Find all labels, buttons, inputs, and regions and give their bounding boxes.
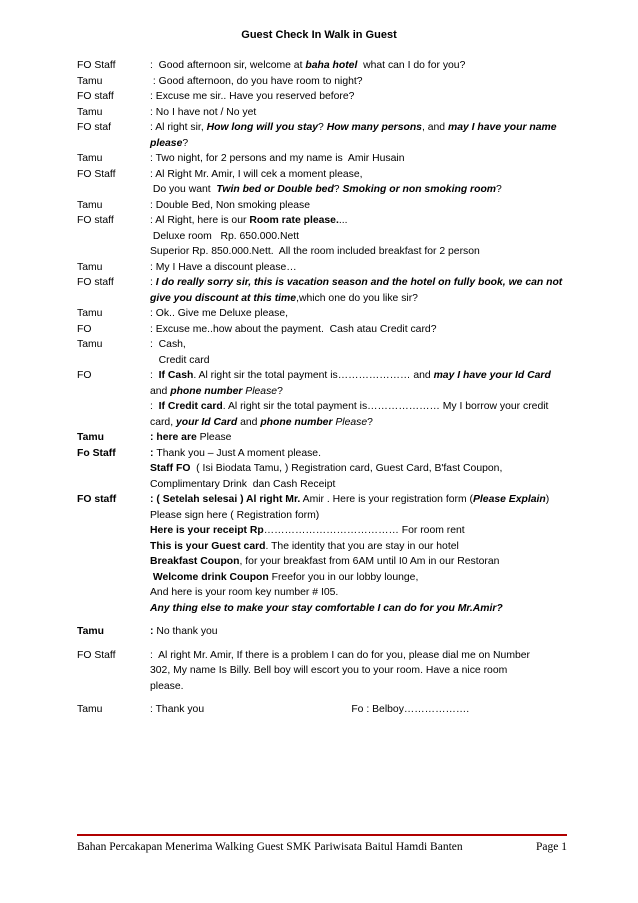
text-segment: : Good afternoon sir, welcome at <box>150 60 306 71</box>
text-segment: phone number <box>170 385 243 397</box>
speaker-label: FO <box>77 323 92 335</box>
text-segment: : <box>150 370 159 381</box>
dialog-text <box>150 430 577 446</box>
dialog-line <box>150 585 577 601</box>
text-segment: ? <box>277 385 283 397</box>
text-segment: Please <box>196 432 232 443</box>
text-segment: ,which one do you like sir? <box>296 292 418 304</box>
dialog-line <box>150 58 577 74</box>
dialog-entry <box>77 322 577 338</box>
dialog-entry <box>77 74 577 90</box>
dialog-line <box>150 539 577 555</box>
text-segment: baha hotel <box>305 60 358 71</box>
speaker-label: FO Staff <box>77 168 116 180</box>
text-segment: Staff FO <box>150 463 191 474</box>
dialog-entry <box>77 167 577 198</box>
dialog-text <box>150 492 577 616</box>
text-segment: : Good afternoon, do you have room to night? <box>150 75 363 87</box>
dialog-text <box>150 337 577 368</box>
dialog-entry <box>77 702 577 718</box>
dialog-list <box>77 58 577 718</box>
text-segment: : Al Right Mr. Amir, I will cek a moment please, <box>150 168 363 180</box>
dialog-line <box>150 663 577 679</box>
text-segment: ? <box>318 122 327 133</box>
dialog-line <box>150 446 577 462</box>
dialog-line <box>150 477 577 493</box>
text-segment: Twin bed or Double bed <box>216 184 334 195</box>
page-number: Page 1 <box>536 841 567 853</box>
entry-spacer <box>77 616 577 624</box>
text-segment: Complimentary Drink dan Cash Receipt <box>150 478 336 490</box>
dialog-text <box>150 151 577 167</box>
text-segment: Please Explain <box>472 494 546 505</box>
dialog-text <box>150 167 577 198</box>
dialog-text <box>150 322 577 338</box>
dialog-text <box>150 120 577 151</box>
text-segment: : ( Setelah selesai ) Al right Mr. <box>150 494 301 505</box>
text-segment: Breakfast Coupon <box>150 556 240 567</box>
dialog-line <box>150 244 577 260</box>
text-segment: ? <box>333 184 343 195</box>
text-segment: please. <box>150 680 184 692</box>
dialog-text <box>150 702 577 718</box>
text-segment: what can I do for you? <box>357 60 466 71</box>
speaker-label: FO staff <box>77 277 114 288</box>
speaker-label: Tamu <box>77 261 103 273</box>
speaker-label: FO <box>77 370 92 381</box>
dialog-line <box>150 275 577 291</box>
dialog-line <box>150 648 577 664</box>
dialog-text <box>150 89 577 105</box>
speaker-label: FO staff <box>77 494 117 505</box>
dialog-line <box>150 229 577 245</box>
dialog-text <box>150 198 577 214</box>
speaker-label: Tamu <box>77 339 103 350</box>
dialog-entry <box>77 198 577 214</box>
footer-rule <box>77 834 567 836</box>
text-segment: ………………………………… For room rent <box>263 525 465 536</box>
dialog-line <box>150 415 577 431</box>
speaker-label: Fo Staff <box>77 447 116 459</box>
text-segment: : Al right Mr. Amir, If there is a problem I can do for you, please dial me on Number <box>150 649 531 661</box>
dialog-text <box>150 58 577 74</box>
text-segment: ( Isi Biodata Tamu, ) Registration card, Guest Card, B'fast Coupon, <box>190 463 503 474</box>
text-segment: Welcome drink Coupon <box>150 571 269 583</box>
text-segment: ) <box>545 494 550 505</box>
footer-text: Bahan Percakapan Menerima Walking Guest SMK Pariwisata Baitul Hamdi Banten <box>77 841 463 853</box>
dialog-text <box>150 446 577 493</box>
dialog-line <box>150 430 577 446</box>
entry-spacer <box>77 694 577 702</box>
text-segment: give you discount at this time <box>150 292 297 304</box>
dialog-text <box>150 648 577 695</box>
text-segment: and <box>237 416 261 428</box>
text-segment: Please <box>335 416 368 428</box>
dialog-line <box>150 74 577 90</box>
dialog-line <box>150 198 577 214</box>
dialog-line <box>150 213 577 229</box>
dialog-line <box>150 461 577 477</box>
speaker-label: Tamu <box>77 432 104 443</box>
text-segment: please <box>150 137 183 149</box>
dialog-line <box>150 89 577 105</box>
text-segment: If Cash <box>158 370 194 381</box>
text-segment: : <box>150 626 157 637</box>
text-segment: ... <box>338 215 348 226</box>
speaker-label: Tamu <box>77 308 103 319</box>
text-segment: : <box>150 401 159 412</box>
speaker-label: Tamu <box>77 704 103 715</box>
text-segment: Thank you – Just A moment please. <box>156 447 321 459</box>
speaker-label: FO Staff <box>77 60 116 71</box>
dialog-entry <box>77 89 577 105</box>
text-segment: No thank you <box>156 626 218 637</box>
dialog-entry <box>77 624 577 640</box>
dialog-line <box>150 353 577 369</box>
text-segment: : Cash, <box>150 339 186 350</box>
text-segment: . The identity that you are stay in our hotel <box>265 540 459 552</box>
dialog-entry <box>77 120 577 151</box>
text-segment: : Excuse me..how about the payment. Cash atau Credit card? <box>150 323 437 335</box>
dialog-entry <box>77 213 577 260</box>
text-segment: This is your Guest card <box>150 540 266 552</box>
dialog-text <box>150 213 577 260</box>
text-segment: may I have your name <box>447 122 557 133</box>
text-segment: Here is your receipt Rp <box>150 525 264 536</box>
speaker-label: Tamu <box>77 626 104 637</box>
dialog-line <box>150 368 577 384</box>
text-segment: . Al right sir the total payment is………………… My I borrow your credit <box>222 401 549 412</box>
speaker-label: Tamu <box>77 106 103 118</box>
dialog-line <box>150 337 577 353</box>
dialog-line <box>150 151 577 167</box>
text-segment: Any thing else to make your stay comfortable I can do for you Mr.Amir? <box>150 602 503 614</box>
dialog-line <box>150 291 577 307</box>
dialog-text <box>150 624 577 640</box>
text-segment: ? <box>496 184 502 195</box>
text-segment: : <box>150 277 156 288</box>
dialog-line <box>150 105 577 121</box>
text-segment: How many persons <box>326 122 422 133</box>
speaker-label: Tamu <box>77 75 103 87</box>
text-segment: : Double Bed, Non smoking please <box>150 199 310 211</box>
speaker-label: Tamu <box>77 199 103 211</box>
page-footer <box>77 841 567 853</box>
text-segment: , for your breakfast from 6AM until I0 Am in our Restoran <box>239 556 500 567</box>
dialog-line <box>150 306 577 322</box>
document-title: Guest Check In Walk in Guest <box>241 29 397 41</box>
dialog-line <box>150 167 577 183</box>
text-segment: How long will you stay <box>206 122 319 133</box>
text-segment: : Thank you Fo : Belboy………………. <box>150 704 470 715</box>
text-segment: , and <box>421 122 448 133</box>
dialog-entry <box>77 275 577 306</box>
dialog-line <box>150 679 577 695</box>
text-segment: card, <box>150 416 176 428</box>
text-segment: 302, My name Is Billy. Bell boy will escort you to your room. Have a nice room <box>150 665 508 676</box>
text-segment: phone number <box>260 416 333 428</box>
text-segment: : here are <box>150 432 197 443</box>
dialog-entry <box>77 260 577 276</box>
text-segment: : Two night, for 2 persons and my name is Amir Husain <box>150 153 405 164</box>
dialog-line <box>150 322 577 338</box>
dialog-line <box>150 136 577 152</box>
dialog-text <box>150 368 577 430</box>
text-segment: Please sign here ( Registration form) <box>150 509 320 521</box>
entry-spacer <box>77 640 577 648</box>
text-segment: Amir . Here is your registration form ( <box>300 494 473 505</box>
dialog-entry <box>77 105 577 121</box>
speaker-label: FO Staff <box>77 649 116 661</box>
text-segment: your Id Card <box>176 416 238 428</box>
text-segment: and <box>150 385 171 397</box>
speaker-label: FO staff <box>77 215 114 226</box>
text-segment: Superior Rp. 850.000.Nett. All the room included breakfast for 2 person <box>150 246 480 257</box>
text-segment: And here is your room key number # I05. <box>150 587 339 598</box>
text-segment: If Credit card <box>158 401 223 412</box>
text-segment: may I have your Id Card <box>433 370 551 381</box>
text-segment: . Al right sir the total payment is………………… and <box>193 370 434 381</box>
dialog-line <box>150 702 577 718</box>
text-segment: Do you want <box>150 184 217 195</box>
dialog-entry <box>77 492 577 616</box>
text-segment: : Al Right, here is our <box>150 215 250 226</box>
dialog-entry <box>77 337 577 368</box>
text-segment: : Ok.. Give me Deluxe please, <box>150 308 289 319</box>
text-segment: : No I have not / No yet <box>150 106 257 118</box>
speaker-label: FO staf <box>77 122 112 133</box>
text-segment: : Al right sir, <box>150 122 207 133</box>
dialog-entry <box>77 648 577 695</box>
dialog-entry <box>77 58 577 74</box>
dialog-entry <box>77 151 577 167</box>
text-segment: : <box>150 447 157 459</box>
dialog-text <box>150 306 577 322</box>
text-segment: : Excuse me sir.. Have you reserved before? <box>150 91 355 102</box>
dialog-entry <box>77 368 577 430</box>
dialog-entry <box>77 430 577 446</box>
text-segment: Credit card <box>150 354 210 366</box>
dialog-line <box>150 508 577 524</box>
speaker-label: FO staff <box>77 91 114 102</box>
text-segment: Room rate please. <box>249 215 339 226</box>
dialog-line <box>150 399 577 415</box>
dialog-text <box>150 275 577 306</box>
dialog-text <box>150 260 577 276</box>
text-segment: ? <box>367 416 373 428</box>
text-segment: Please <box>245 385 278 397</box>
text-segment: Smoking or non smoking room <box>342 184 497 195</box>
speaker-label: Tamu <box>77 153 103 164</box>
dialog-line <box>150 384 577 400</box>
dialog-entry <box>77 446 577 493</box>
text-segment: Freefor you in our lobby lounge, <box>268 571 419 583</box>
text-segment: ? <box>182 137 189 149</box>
dialog-entry <box>77 306 577 322</box>
dialog-line <box>150 624 577 640</box>
dialog-line <box>150 182 577 198</box>
dialog-line <box>150 601 577 617</box>
dialog-line <box>150 554 577 570</box>
dialog-line <box>150 120 577 136</box>
text-segment: I do really sorry sir, this is vacation season and the hotel on fully book, we can not <box>155 277 563 288</box>
text-segment: Deluxe room Rp. 650.000.Nett <box>150 230 300 242</box>
dialog-text <box>150 74 577 90</box>
text-segment: : My I Have a discount please… <box>150 261 297 273</box>
dialog-text <box>150 105 577 121</box>
dialog-line <box>150 570 577 586</box>
dialog-line <box>150 260 577 276</box>
dialog-line <box>150 492 577 508</box>
dialog-line <box>150 523 577 539</box>
